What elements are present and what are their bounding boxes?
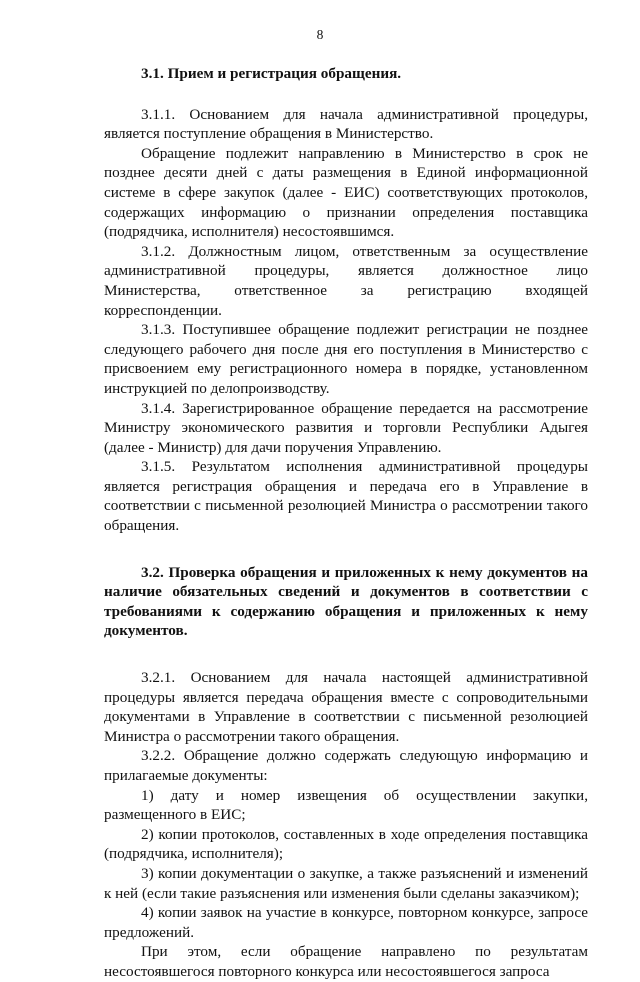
paragraph-3-1-1: 3.1.1. Основанием для начала административной процедуры, является поступление обращения в Министерство. bbox=[104, 105, 588, 143]
list-item-4: 4) копии заявок на участие в конкурсе, повторном конкурсе, запросе предложений. bbox=[104, 904, 588, 941]
section-heading-3-1: 3.1. Прием и регистрация обращения. bbox=[141, 65, 402, 82]
paragraph-continuation: При этом, если обращение направлено по результатам несостоявшегося повторного конкурса или несостоявшегося запроса bbox=[104, 943, 588, 980]
paragraph-3-1-5: 3.1.5. Результатом исполнения административной процедуры является регистрация обращения и передача его в Управление в соответствии с письменной резолюцией Министра о рассмотрении такого обращения. bbox=[104, 458, 588, 535]
document-body bbox=[104, 64, 588, 982]
section-heading-3-2: 3.2. Проверка обращения и приложенных к нему документов на наличие обязательных сведений и документов в соответствии с требованиями к содержанию обращения и приложенных к нему документов. bbox=[104, 563, 588, 640]
paragraph-3-2-2: 3.2.2. Обращение должно содержать следующую информацию и прилагаемые документы: bbox=[104, 747, 588, 784]
paragraph-3-1-2: 3.1.2. Должностным лицом, ответственным за осуществление административной процедуры, является должностное лицо Министерства, ответственное за регистрацию входящей корреспонденции. bbox=[104, 242, 588, 319]
paragraph-3-1-4: 3.1.4. Зарегистрированное обращение передается на рассмотрение Министру экономического развития и торговли Республики Адыгея (далее - Министр) для дачи поручения Управлению. bbox=[104, 399, 588, 456]
list-item-3: 3) копии документации о закупке, а также разъяснений и изменений к ней (если такие разъяснения или изменения были сделаны заказчиком); bbox=[104, 864, 588, 902]
paragraph-3-2-1: 3.2.1. Основанием для начала настоящей административной процедуры является передача обращения вместе с сопроводительными документами в Управление в соответствии с письменной резолюцией Министра о рассмотрении такого обращения. bbox=[104, 669, 588, 745]
list-item-1: 1) дату и номер извещения об осуществлении закупки, размещенного в ЕИС; bbox=[104, 786, 588, 824]
page-number: 8 bbox=[316, 27, 324, 42]
paragraph-3-1-3: 3.1.3. Поступившее обращение подлежит регистрации не позднее следующего рабочего дня после дня его поступления в Министерство с присвоением ему регистрационного номера в порядке, установленном инструкцией по делопроизводству. bbox=[104, 321, 588, 397]
list-item-2: 2) копии протоколов, составленных в ходе определения поставщика (подрядчика, исполнителя); bbox=[104, 825, 588, 863]
paragraph-submission-deadline: Обращение подлежит направлению в Министерство в срок не позднее десяти дней с даты размещения в Единой информационной системе в сфере закупок (далее - ЕИС) соответствующих протоколов, содержащих информацию о признании определения поставщика (подрядчика, исполнителя) несостоявшимся. bbox=[104, 144, 588, 241]
